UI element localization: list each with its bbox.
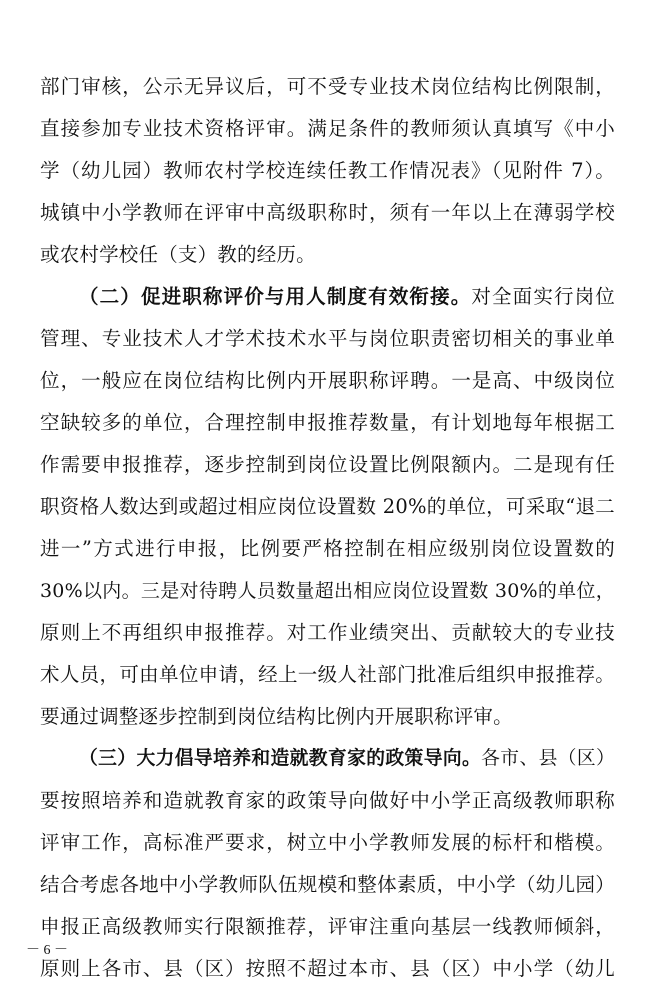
body-line: 作需要申报推荐，逐步控制到岗位设置比例限额内。二是现有任 [40, 453, 615, 476]
body-line: 术人员，可由单位申请，经上一级人社部门批准后组织申报推荐。 [40, 663, 615, 686]
body-line: 或农村学校任（支）教的经历。 [40, 243, 316, 266]
section-2-first-line-text: 对全面实行岗位 [471, 285, 615, 308]
body-line: 管理、专业技术人才学术技术水平与岗位职责密切相关的事业单 [40, 327, 615, 350]
body-line: 直接参加专业技术资格评审。满足条件的教师须认真填写《中小 [40, 117, 615, 140]
section-2-first-line [79, 282, 615, 312]
body-line: 职资格人数达到或超过相应岗位设置数 20%的单位，可采取“退二 [40, 495, 615, 518]
body-line: 位，一般应在岗位结构比例内开展职称评聘。一是高、中级岗位 [40, 369, 615, 392]
section-3-first-line-text: 各市、县（区） [481, 748, 616, 769]
body-line: 原则上不再组织申报推荐。对工作业绩突出、贡献较大的专业技 [40, 621, 615, 644]
page-number: － 6 － [26, 943, 68, 958]
body-line: 城镇中小学教师在评审中高级职称时，须有一年以上在薄弱学校 [40, 201, 615, 224]
section-3-first-line [79, 744, 615, 774]
body-line: 要按照培养和造就教育家的政策导向做好中小学正高级教师职称 [40, 789, 615, 812]
body-line: 空缺较多的单位，合理控制申报推荐数量，有计划地每年根据工 [40, 411, 615, 434]
section-3-heading: （三）大力倡导培养和造就教育家的政策导向。 [79, 748, 482, 769]
body-line: 30%以内。三是对待聘人员数量超出相应岗位设置数 30%的单位， [40, 580, 615, 602]
body-line: 学（幼儿园）教师农村学校连续任教工作情况表》（见附件 7）。 [40, 159, 615, 182]
body-line: 要通过调整逐步控制到岗位结构比例内开展职称评审。 [40, 705, 513, 728]
section-2-heading: （二）促进职称评价与用人制度有效衔接。 [79, 285, 472, 308]
body-line: 进一”方式进行申报，比例要严格控制在相应级别岗位设置数的 [40, 537, 615, 560]
body-line: 原则上各市、县（区）按照不超过本市、县（区）中小学（幼儿 [40, 957, 615, 980]
body-line: 评审工作，高标准严要求，树立中小学教师发展的标杆和楷模。 [40, 831, 615, 854]
body-line: 结合考虑各地中小学教师队伍规模和整体素质，中小学（幼儿园） [40, 873, 615, 896]
body-line: 部门审核，公示无异议后，可不受专业技术岗位结构比例限制， [40, 75, 615, 98]
body-line: 申报正高级教师实行限额推荐，评审注重向基层一线教师倾斜， [40, 915, 615, 938]
